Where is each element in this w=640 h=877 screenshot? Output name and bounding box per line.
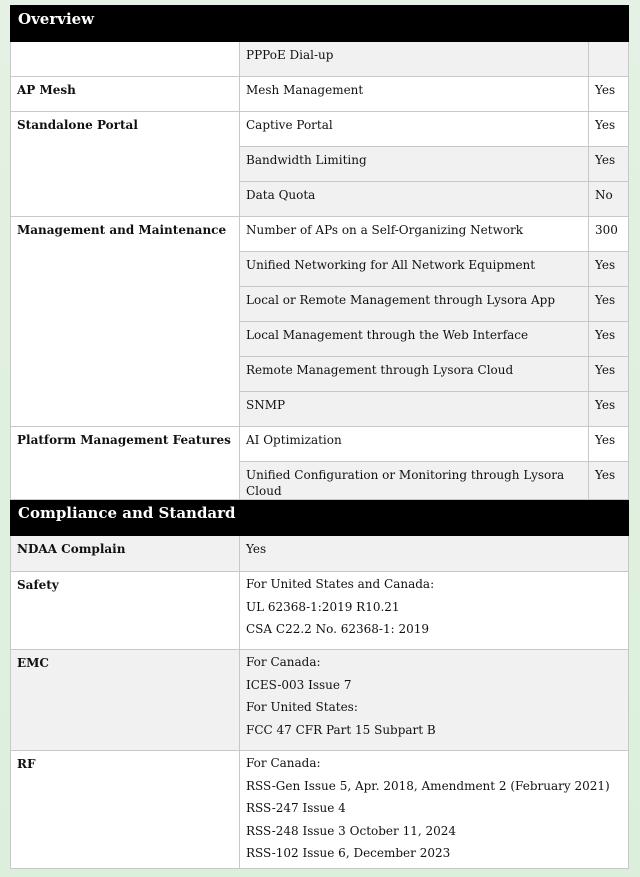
feature-value: Yes	[589, 287, 629, 322]
feature-name: Local Management through the Web Interface	[240, 322, 589, 357]
compliance-line: For Canada:	[246, 756, 321, 770]
table-row	[11, 536, 629, 572]
compliance-value	[240, 650, 629, 751]
feature-value: Yes	[589, 462, 629, 500]
table-row	[11, 42, 629, 77]
feature-value: 300	[589, 217, 629, 252]
compliance-line: CSA C22.2 No. 62368-1: 2019	[246, 622, 429, 636]
section-title: Overview	[11, 6, 629, 42]
feature-value: Yes	[589, 77, 629, 112]
feature-value: No	[589, 182, 629, 217]
feature-value: Yes	[589, 427, 629, 462]
table-row	[11, 650, 629, 751]
feature-name: Captive Portal	[240, 112, 589, 147]
compliance-label: NDAA Complain	[11, 536, 240, 572]
feature-name: AI Optimization	[240, 427, 589, 462]
section-header-compliance	[11, 500, 629, 536]
feature-name: PPPoE Dial-up	[240, 42, 589, 77]
compliance-line: For Canada:	[246, 655, 321, 669]
feature-name: Bandwidth Limiting	[240, 147, 589, 182]
spec-table	[10, 5, 629, 869]
table-row	[11, 751, 629, 869]
feature-value: Yes	[589, 357, 629, 392]
compliance-label: RF	[11, 751, 240, 869]
feature-name: Data Quota	[240, 182, 589, 217]
feature-name: Remote Management through Lysora Cloud	[240, 357, 589, 392]
group-label	[11, 42, 240, 77]
compliance-line: For United States and Canada:	[246, 577, 435, 591]
table-row	[11, 427, 629, 462]
section-title: Compliance and Standard	[11, 500, 629, 536]
feature-value	[589, 42, 629, 77]
feature-name: Mesh Management	[240, 77, 589, 112]
compliance-line: For United States:	[246, 700, 358, 714]
compliance-label: EMC	[11, 650, 240, 751]
group-label: Management and Maintenance	[11, 217, 240, 427]
compliance-line: RSS-247 Issue 4	[246, 801, 346, 815]
compliance-value	[240, 572, 629, 650]
feature-value: Yes	[589, 252, 629, 287]
group-label: Platform Management Features	[11, 427, 240, 500]
feature-name: Local or Remote Management through Lysora App	[240, 287, 589, 322]
compliance-line: RSS-102 Issue 6, December 2023	[246, 846, 451, 860]
compliance-line: RSS-Gen Issue 5, Apr. 2018, Amendment 2 (February 2021)	[246, 778, 610, 793]
compliance-line: FCC 47 CFR Part 15 Subpart B	[246, 722, 436, 737]
group-label: AP Mesh	[11, 77, 240, 112]
compliance-line: Yes	[246, 542, 267, 556]
feature-name: SNMP	[240, 392, 589, 427]
compliance-value	[240, 751, 629, 869]
feature-name: Unified Configuration or Monitoring through Lysora Cloud	[240, 462, 589, 500]
compliance-value	[240, 536, 629, 572]
compliance-line: ICES-003 Issue 7	[246, 677, 352, 692]
compliance-line: UL 62368-1:2019 R10.21	[246, 599, 400, 614]
compliance-label: Safety	[11, 572, 240, 650]
compliance-line: RSS-248 Issue 3 October 11, 2024	[246, 823, 457, 838]
section-header-overview	[11, 6, 629, 42]
feature-name: Unified Networking for All Network Equipment	[240, 252, 589, 287]
table-row	[11, 572, 629, 650]
table-row	[11, 217, 629, 252]
table-row	[11, 77, 629, 112]
table-row	[11, 112, 629, 147]
feature-value: Yes	[589, 392, 629, 427]
feature-value: Yes	[589, 147, 629, 182]
feature-value: Yes	[589, 112, 629, 147]
group-label: Standalone Portal	[11, 112, 240, 217]
feature-name: Number of APs on a Self-Organizing Network	[240, 217, 589, 252]
spec-sheet	[10, 5, 628, 869]
feature-value: Yes	[589, 322, 629, 357]
